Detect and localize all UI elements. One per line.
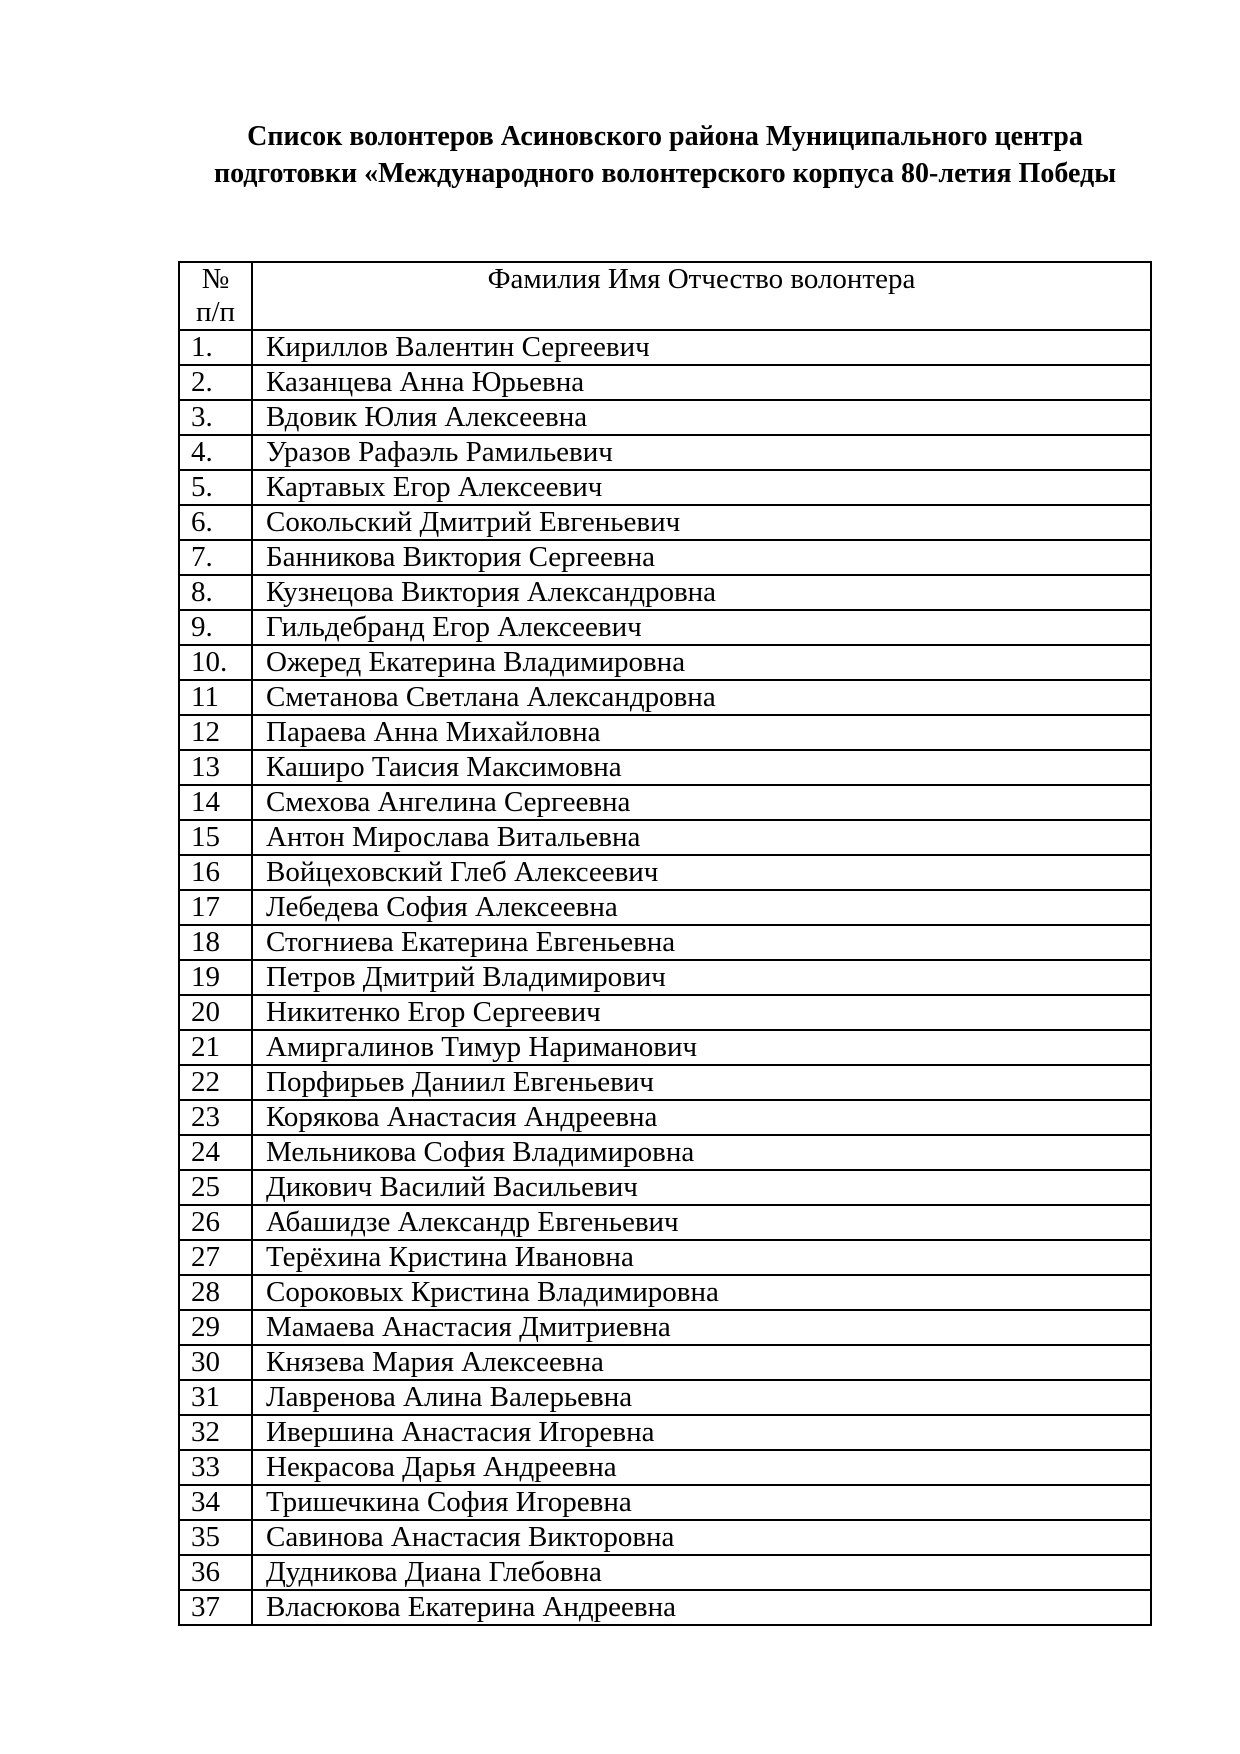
row-number-cell: 24: [179, 1135, 252, 1170]
volunteer-name-cell: Никитенко Егор Сергеевич: [252, 995, 1151, 1030]
row-number-cell: 11: [179, 680, 252, 715]
volunteer-name-cell: Амиргалинов Тимур Нариманович: [252, 1030, 1151, 1065]
row-number-cell: 35: [179, 1520, 252, 1555]
volunteer-name-cell: Каширо Таисия Максимовна: [252, 750, 1151, 785]
table-row: [179, 855, 1151, 890]
row-number-cell: 29: [179, 1310, 252, 1345]
header-number-line2: п/п: [195, 296, 236, 328]
volunteer-name-cell: Сороковых Кристина Владимировна: [252, 1275, 1151, 1310]
volunteer-name-cell: Антон Мирослава Витальевна: [252, 820, 1151, 855]
row-number-cell: 6.: [179, 505, 252, 540]
header-name-cell: Фамилия Имя Отчество волонтера: [252, 262, 1151, 330]
volunteer-name-cell: Стогниева Екатерина Евгеньевна: [252, 925, 1151, 960]
row-number-cell: 7.: [179, 540, 252, 575]
volunteer-name-cell: Дудникова Диана Глебовна: [252, 1555, 1151, 1590]
volunteer-name-cell: Лебедева София Алексеевна: [252, 890, 1151, 925]
table-row: [179, 1065, 1151, 1100]
table-row: [179, 715, 1151, 750]
table-row: [179, 1520, 1151, 1555]
header-number-cell: [179, 262, 252, 330]
volunteer-name-cell: Кириллов Валентин Сергеевич: [252, 330, 1151, 365]
volunteer-name-cell: Кузнецова Виктория Александровна: [252, 575, 1151, 610]
volunteer-name-cell: Петров Дмитрий Владимирович: [252, 960, 1151, 995]
table-row: [179, 400, 1151, 435]
table-row: [179, 1135, 1151, 1170]
row-number-cell: 8.: [179, 575, 252, 610]
table-row: [179, 1415, 1151, 1450]
volunteer-name-cell: Дикович Василий Васильевич: [252, 1170, 1151, 1205]
volunteer-name-cell: Мельникова София Владимировна: [252, 1135, 1151, 1170]
header-number-line1: №: [201, 263, 230, 295]
row-number-cell: 17: [179, 890, 252, 925]
volunteer-name-cell: Сокольский Дмитрий Евгеньевич: [252, 505, 1151, 540]
row-number-cell: 22: [179, 1065, 252, 1100]
table-row: [179, 820, 1151, 855]
table-row: [179, 540, 1151, 575]
table-body: [179, 330, 1151, 1625]
table-row: [179, 1485, 1151, 1520]
table-row: [179, 890, 1151, 925]
table-row: [179, 1310, 1151, 1345]
volunteer-name-cell: Уразов Рафаэль Рамильевич: [252, 435, 1151, 470]
volunteer-name-cell: Сметанова Светлана Александровна: [252, 680, 1151, 715]
table-row: [179, 1240, 1151, 1275]
volunteer-name-cell: Порфирьев Даниил Евгеньевич: [252, 1065, 1151, 1100]
row-number-cell: 28: [179, 1275, 252, 1310]
row-number-cell: 14: [179, 785, 252, 820]
table-row: [179, 1205, 1151, 1240]
row-number-cell: 13: [179, 750, 252, 785]
volunteer-name-cell: Савинова Анастасия Викторовна: [252, 1520, 1151, 1555]
table-row: [179, 470, 1151, 505]
row-number-cell: 21: [179, 1030, 252, 1065]
row-number-cell: 27: [179, 1240, 252, 1275]
table-row: [179, 1450, 1151, 1485]
table-row: [179, 1380, 1151, 1415]
row-number-cell: 32: [179, 1415, 252, 1450]
table-row: [179, 1555, 1151, 1590]
table-row: [179, 1100, 1151, 1135]
volunteer-name-cell: Тришечкина София Игоревна: [252, 1485, 1151, 1520]
row-number-cell: 15: [179, 820, 252, 855]
volunteer-name-cell: Гильдебранд Егор Алексеевич: [252, 610, 1151, 645]
row-number-cell: 10.: [179, 645, 252, 680]
volunteer-name-cell: Параева Анна Михайловна: [252, 715, 1151, 750]
row-number-cell: 36: [179, 1555, 252, 1590]
row-number-cell: 16: [179, 855, 252, 890]
volunteer-name-cell: Власюкова Екатерина Андреевна: [252, 1590, 1151, 1625]
volunteer-name-cell: Абашидзе Александр Евгеньевич: [252, 1205, 1151, 1240]
volunteer-name-cell: Вдовик Юлия Алексеевна: [252, 400, 1151, 435]
table-row: [179, 435, 1151, 470]
row-number-cell: 3.: [179, 400, 252, 435]
table-row: [179, 960, 1151, 995]
table-row: [179, 1275, 1151, 1310]
table-row: [179, 680, 1151, 715]
table-row: [179, 330, 1151, 365]
row-number-cell: 18: [179, 925, 252, 960]
volunteer-name-cell: Смехова Ангелина Сергеевна: [252, 785, 1151, 820]
row-number-cell: 4.: [179, 435, 252, 470]
table-row: [179, 925, 1151, 960]
document-title-line2: подготовки «Международного волонтерского корпуса 80-летия Победы: [213, 158, 1117, 189]
row-number-cell: 26: [179, 1205, 252, 1240]
volunteer-name-cell: Мамаева Анастасия Дмитриевна: [252, 1310, 1151, 1345]
row-number-cell: 5.: [179, 470, 252, 505]
document-title: [178, 118, 1152, 192]
table-row: [179, 1590, 1151, 1625]
row-number-cell: 34: [179, 1485, 252, 1520]
row-number-cell: 2.: [179, 365, 252, 400]
volunteer-name-cell: Ожеред Екатерина Владимировна: [252, 645, 1151, 680]
row-number-cell: 1.: [179, 330, 252, 365]
table-row: [179, 365, 1151, 400]
row-number-cell: 30: [179, 1345, 252, 1380]
table-row: [179, 610, 1151, 645]
volunteer-name-cell: Картавых Егор Алексеевич: [252, 470, 1151, 505]
table-row: [179, 1170, 1151, 1205]
volunteer-name-cell: Банникова Виктория Сергеевна: [252, 540, 1151, 575]
volunteer-name-cell: Князева Мария Алексеевна: [252, 1345, 1151, 1380]
row-number-cell: 25: [179, 1170, 252, 1205]
row-number-cell: 33: [179, 1450, 252, 1485]
table-row: [179, 785, 1151, 820]
document-title-line1: Список волонтеров Асиновского района Муниципального центра: [247, 121, 1083, 152]
table-row: [179, 1345, 1151, 1380]
row-number-cell: 19: [179, 960, 252, 995]
volunteer-name-cell: Казанцева Анна Юрьевна: [252, 365, 1151, 400]
row-number-cell: 37: [179, 1590, 252, 1625]
row-number-cell: 9.: [179, 610, 252, 645]
row-number-cell: 12: [179, 715, 252, 750]
row-number-cell: 31: [179, 1380, 252, 1415]
row-number-cell: 23: [179, 1100, 252, 1135]
table-row: [179, 505, 1151, 540]
row-number-cell: 20: [179, 995, 252, 1030]
volunteer-name-cell: Терёхина Кристина Ивановна: [252, 1240, 1151, 1275]
table-row: [179, 645, 1151, 680]
table-row: [179, 1030, 1151, 1065]
table-row: [179, 575, 1151, 610]
table-header-row: [179, 262, 1151, 330]
table-row: [179, 995, 1151, 1030]
volunteer-name-cell: Войцеховский Глеб Алексеевич: [252, 855, 1151, 890]
volunteer-name-cell: Корякова Анастасия Андреевна: [252, 1100, 1151, 1135]
volunteer-table: [178, 261, 1152, 1626]
volunteer-name-cell: Ивершина Анастасия Игоревна: [252, 1415, 1151, 1450]
volunteer-name-cell: Некрасова Дарья Андреевна: [252, 1450, 1151, 1485]
table-row: [179, 750, 1151, 785]
volunteer-name-cell: Лавренова Алина Валерьевна: [252, 1380, 1151, 1415]
